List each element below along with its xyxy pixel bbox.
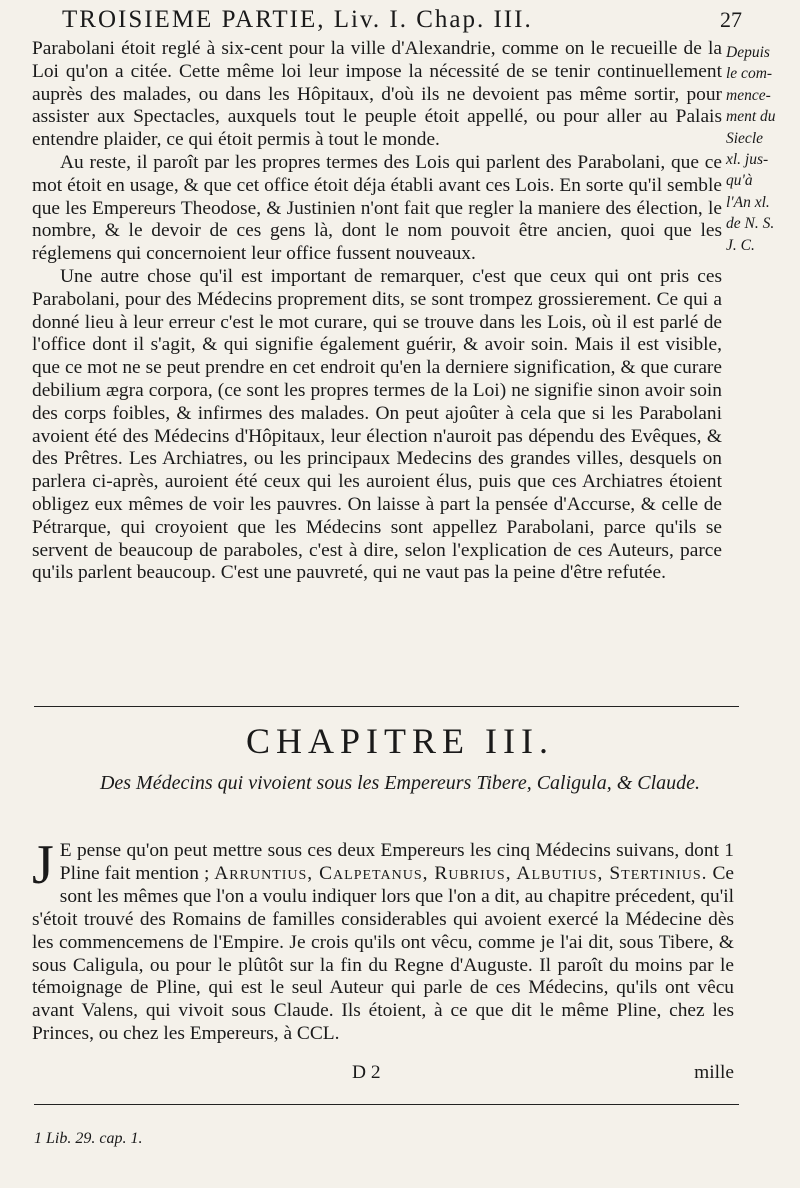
margin-note-line: le com- [726,65,773,83]
physician-names: Arruntius, Calpetanus, Rubrius, Albutius, Stertinius. [214,862,708,884]
footnote: 1 Lib. 29. cap. 1. [34,1130,143,1147]
margin-note-line: l'An xl. [726,193,770,211]
page-number: 27 [720,7,742,32]
section-divider [34,706,739,707]
running-header [62,6,742,34]
paragraph: Parabolani étoit reglé à six-cent pour la ville d'Alexandrie, comme on le recueille de la Loi qu'on a citée. Cette même loi leur impose la nécessité de se tenir continuellement auprès des malades, ou dans les Hôpitaux, d'où ils ne devoient pas même sortir, pour assister aux Spectacles, auxquels tout le peuple étoit appellé, ou pour aller au Palais entendre plaider, ce qui étoit permis à tout le monde. [32,38,722,151]
signature-mark: D 2 [352,1062,381,1083]
paragraph: Une autre chose qu'il est important de remarquer, c'est que ceux qui ont pris ces Parabolani, pour des Médecins proprement dits, se sont trompez grossierement. Ce qui a donné lieu à leur erreur c'est le mot curare, qui se trouve dans les Lois, où il est parlé de l'office dont il s'agit, & qui signifie également guérir, & avoir soin. Mais il est visible, que ce mot ne se peut prendre en cet endroit qu'en la derniere signification, & que curare debilium ægra corpora, (ce sont les propres termes de la Loi) ne signifie sinon avoir soin des corps foibles, & infirmes des malades. On peut ajoûter à cela que si les Parabolani avoient été des Médecins d'Hôpitaux, leur élection n'auroit pas dépendu des Evêques, & des Prêtres. Les Archiatres, ou les principaux Medecins des grandes villes, desquels on parlera ci-après, auroient été ceux qui les auroient élus, puis que ces Archiatres étoient obligez eux mêmes de voir les pauvres. On laisse à part la pensée d'Accurse, & celle de Pétrarque, qui croyoient que les Médecins sont appellez Parabolani, parce qu'ils se servent de beaucoup de paraboles, c'est à dire, selon l'explication de ces Auteurs, parce qu'ils parlent beaucoup. C'est une pauvreté, qui ne vaut pas la peine d'être refutée. [32,265,722,584]
margin-note-line: ment du [726,108,776,126]
margin-note-line: J. C. [726,236,755,254]
margin-note-line: qu'à [726,172,753,190]
margin-note-line: xl. jus- [726,151,769,169]
chapter-subtitle: Des Médecins qui vivoient sous les Empereurs Tibere, Caligula, & Claude. [99,772,701,794]
main-text [32,38,722,585]
margin-note [726,42,796,256]
chapter-body [32,834,734,1046]
drop-cap: J [32,834,54,896]
margin-note-line: Depuis [726,44,770,61]
margin-note-line: mence- [726,86,771,104]
footnote-divider [34,1104,739,1105]
margin-note-line: Siecle [726,129,764,147]
chapter-title: CHAPITRE III. [246,721,554,761]
margin-note-line: de N. S. [726,215,775,233]
running-title: TROISIEME PARTIE, Liv. I. Chap. III. [62,6,533,33]
paragraph: Au reste, il paroît par les propres termes des Lois qui parlent des Parabolani, que ce mot étoit en usage, & que cet office étoit déja établi avant ces Lois. En sorte qu'il semble que les Empereurs Theodose, & Justinien n'ont fait que regler la maniere des élection, le nombre, & le devoir de ces gens là, dont le nom pouvoit être ancien, quoi que les réglemens qui concernoient leur office fussent nouveaux. [32,151,722,265]
chapter-text: E pense qu'on peut mettre sous ces deux Empereurs les cinq Médecins suivans, dont 1 Pline fait mention ; [59,840,734,884]
chapter-text: Ce sont les mêmes que l'on a voulu indiquer lors que l'on a dit, au chapitre précedent, qu'il s'étoit trouvé des Romains de familles considerables qui avoient exercé la Médecine dès les commencemens de l'Empire. Je crois qu'ils ont vêcu, comme je l'ai dit, sous Tibere, & sous Caligula, ou pour le plûtôt sur la fin du Regne d'Auguste. Il paroît du moins par le témoignage de Pline, qui est le seul Auteur qui parle de ces Médecins, qu'ils ont vêcu avant Valens, qui vivoit sous Claude. Ils étoient, à ce que dit le même Pline, chez les Princes, ou chez les Empereurs, à CCL. [32,862,734,1045]
catchword: mille [694,1062,734,1083]
